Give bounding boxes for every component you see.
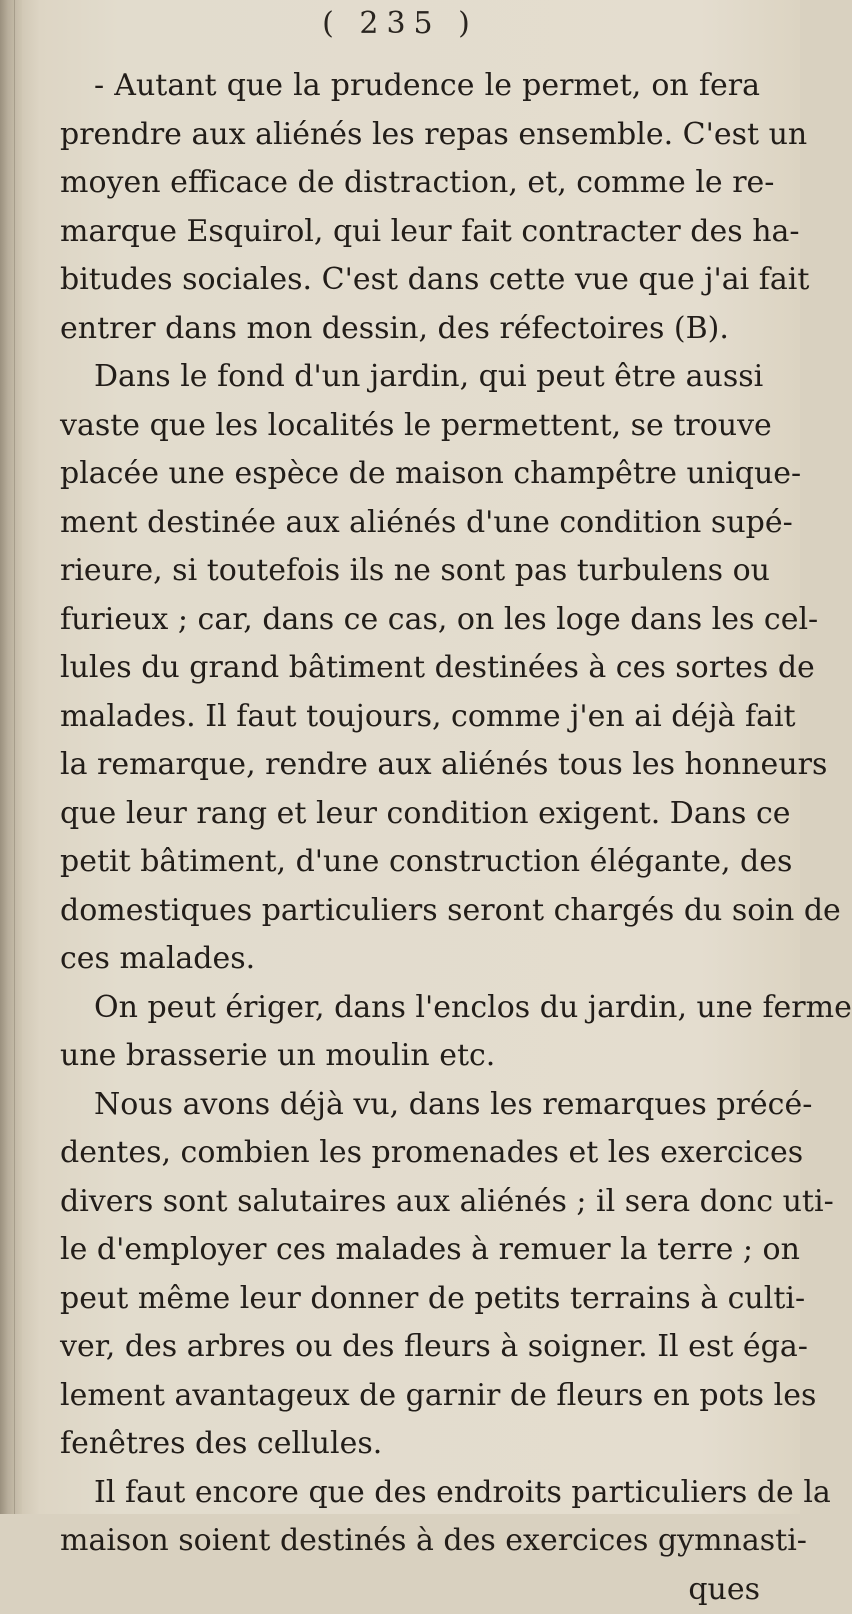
text-line: la remarque, rendre aux aliénés tous les honneurs xyxy=(60,741,760,790)
text-line: dentes, combien les promenades et les exercices xyxy=(60,1129,760,1178)
text-line: prendre aux aliénés les repas ensemble. C'est un xyxy=(60,111,760,160)
text-line: que leur rang et leur condition exigent. Dans ce xyxy=(60,790,760,839)
text-line: une brasserie un moulin etc. xyxy=(60,1032,760,1081)
text-line: petit bâtiment, d'une construction élégante, des xyxy=(60,838,760,887)
text-line: On peut ériger, dans l'enclos du jardin, une ferme xyxy=(60,984,760,1033)
text-line: Dans le fond d'un jardin, qui peut être aussi xyxy=(60,353,760,402)
page-number: ( 235 ) xyxy=(0,6,800,41)
text-line: marque Esquirol, qui leur fait contracter des ha- xyxy=(60,208,760,257)
text-line: ces malades. xyxy=(60,935,760,984)
text-line: lules du grand bâtiment destinées à ces sortes de xyxy=(60,644,760,693)
text-line: furieux ; car, dans ce cas, on les loge dans les cel- xyxy=(60,596,760,645)
text-line: rieure, si toutefois ils ne sont pas turbulens ou xyxy=(60,547,760,596)
text-line: moyen efficace de distraction, et, comme le re- xyxy=(60,159,760,208)
text-line: peut même leur donner de petits terrains à culti- xyxy=(60,1275,760,1324)
text-line: Nous avons déjà vu, dans les remarques précé- xyxy=(60,1081,760,1130)
text-line: ment destinée aux aliénés d'une condition supé- xyxy=(60,499,760,548)
text-line: vaste que les localités le permettent, se trouve xyxy=(60,402,760,451)
text-line: entrer dans mon dessin, des réfectoires (B). xyxy=(60,305,760,354)
text-line: maison soient destinés à des exercices gymnasti- xyxy=(60,1517,760,1566)
text-line: malades. Il faut toujours, comme j'en ai déjà fait xyxy=(60,693,760,742)
text-line: divers sont salutaires aux aliénés ; il sera donc uti- xyxy=(60,1178,760,1227)
text-line: le d'employer ces malades à remuer la terre ; on xyxy=(60,1226,760,1275)
page-binding-edge xyxy=(0,0,22,1514)
catchword: ques xyxy=(60,1566,760,1614)
text-line: placée une espèce de maison champêtre unique- xyxy=(60,450,760,499)
binding-shadow-line xyxy=(14,0,15,1514)
text-line: ver, des arbres ou des fleurs à soigner. Il est éga- xyxy=(60,1323,760,1372)
text-line: domestiques particuliers seront chargés du soin de xyxy=(60,887,760,936)
text-line: - Autant que la prudence le permet, on fera xyxy=(60,62,760,111)
text-line: bitudes sociales. C'est dans cette vue que j'ai fait xyxy=(60,256,760,305)
text-line: Il faut encore que des endroits particuliers de la xyxy=(60,1469,760,1518)
body-text xyxy=(60,62,760,1614)
text-line: lement avantageux de garnir de fleurs en pots les xyxy=(60,1372,760,1421)
text-line: fenêtres des cellules. xyxy=(60,1420,760,1469)
